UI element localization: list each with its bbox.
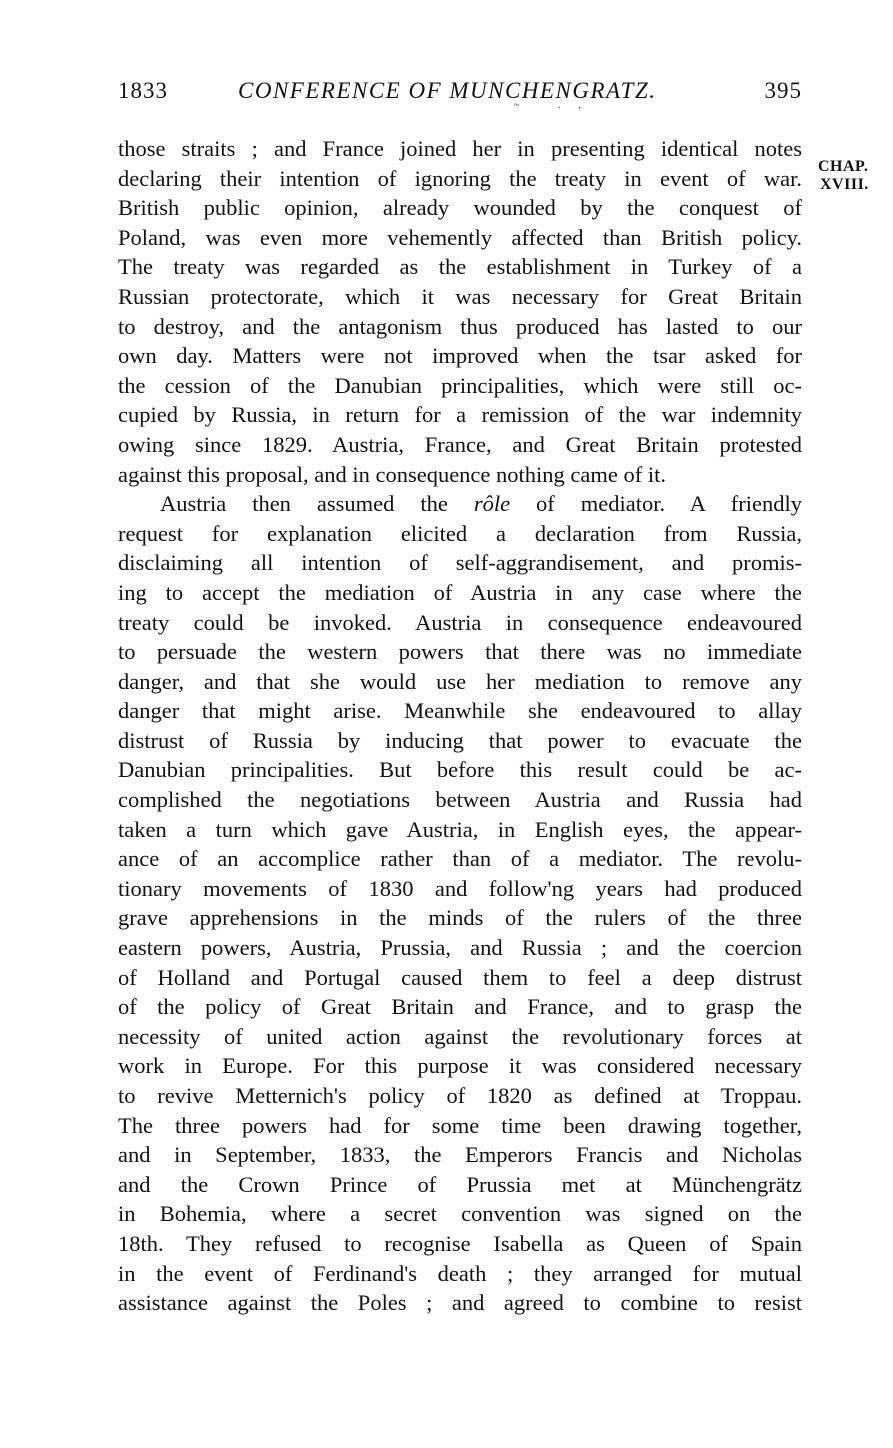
body-line: Poland, was even more vehemently affected than British policy. (118, 224, 802, 250)
running-head-year: 1833 (118, 78, 168, 103)
body-line: eastern powers, Austria, Prussia, and Russia ; and the coercion (118, 935, 802, 961)
body-line: ing to accept the mediation of Austria in any case where the (118, 579, 802, 605)
page-number: 395 (764, 78, 802, 103)
running-head-title: CONFERENCE OF MUNCHENGRATZ. (238, 78, 657, 103)
body-line: complished the negotiations between Austria and Russia had (118, 787, 802, 813)
body-line: and in September, 1833, the Emperors Francis and Nicholas (118, 1142, 802, 1168)
body-line: work in Europe. For this purpose it was considered necessary (118, 1053, 802, 1079)
body-line: in Bohemia, where a secret convention was signed on the (118, 1201, 802, 1227)
running-head (112, 74, 802, 108)
body-line: and the Crown Prince of Prussia met at Münchengrätz (118, 1171, 802, 1197)
body-line: The treaty was regarded as the establishment in Turkey of a (118, 254, 802, 280)
body-line: to persuade the western powers that there was no immediate (118, 639, 802, 665)
body-line: request for explanation elicited a declaration from Russia, (118, 520, 802, 546)
body-line: to revive Metternich's policy of 1820 as defined at Troppau. (118, 1083, 802, 1108)
body-line: Russian protectorate, which it was necessary for Great Britain (118, 283, 802, 309)
body-line: danger that might arise. Meanwhile she endeavoured to allay (118, 698, 802, 724)
body-line: against this proposal, and in consequence nothing came of it. (118, 461, 666, 487)
paragraph-start-text-end: of mediator. A friendly (536, 491, 803, 517)
printer-mark: ~ ., (514, 100, 599, 111)
body-line: necessity of united action against the revolutionary forces at (118, 1023, 802, 1049)
body-line: assistance against the Poles ; and agreed to combine to resist (118, 1290, 802, 1316)
body-line: grave apprehensions in the minds of the rulers of the three (118, 905, 802, 931)
italic-role-word: rôle (473, 491, 511, 517)
body-line: treaty could be invoked. Austria in consequence endeavoured (118, 609, 802, 635)
body-line: of Holland and Portugal caused them to feel a deep distrust (118, 964, 802, 990)
paragraph-start-line (118, 489, 802, 519)
body-line: of the policy of Great Britain and France, and to grasp the (118, 994, 802, 1020)
body-line: cupied by Russia, in return for a remission of the war indemnity (118, 402, 802, 428)
body-line: The three powers had for some time been drawing together, (118, 1112, 802, 1138)
body-line: distrust of Russia by inducing that power to evacuate the (118, 727, 802, 753)
body-line: disclaiming all intention of self-aggrandisement, and promis- (118, 550, 802, 576)
body-line: Danubian principalities. But before this result could be ac- (118, 757, 802, 783)
body-line: the cession of the Danubian principalities, which were still oc- (118, 372, 802, 398)
body-line: 18th. They refused to recognise Isabella as Queen of Spain (118, 1230, 802, 1256)
paragraph-start-text: Austria then assumed the (160, 491, 448, 517)
body-line: British public opinion, already wounded by the conquest of (118, 195, 802, 221)
body-line: owing since 1829. Austria, France, and Great Britain protested (118, 431, 802, 457)
body-line: own day. Matters were not improved when the tsar asked for (118, 343, 802, 369)
chapter-label: CHAP. (818, 158, 869, 175)
body-line: tionary movements of 1830 and follow'ng years had produced (118, 875, 802, 901)
body-text (118, 134, 802, 1318)
chapter-number: XVIII. (820, 176, 869, 193)
body-line: taken a turn which gave Austria, in English eyes, the appear- (118, 816, 802, 842)
body-line: danger, and that she would use her mediation to remove any (118, 668, 802, 694)
body-line: in the event of Ferdinand's death ; they arranged for mutual (118, 1260, 802, 1286)
body-line: to destroy, and the antagonism thus produced has lasted to our (118, 313, 802, 339)
body-line: declaring their intention of ignoring the treaty in event of war. (118, 165, 802, 191)
chapter-margin-note (818, 158, 890, 194)
body-line: those straits ; and France joined her in presenting identical notes (118, 136, 802, 161)
body-line: ance of an accomplice rather than of a mediator. The revolu- (118, 846, 802, 872)
